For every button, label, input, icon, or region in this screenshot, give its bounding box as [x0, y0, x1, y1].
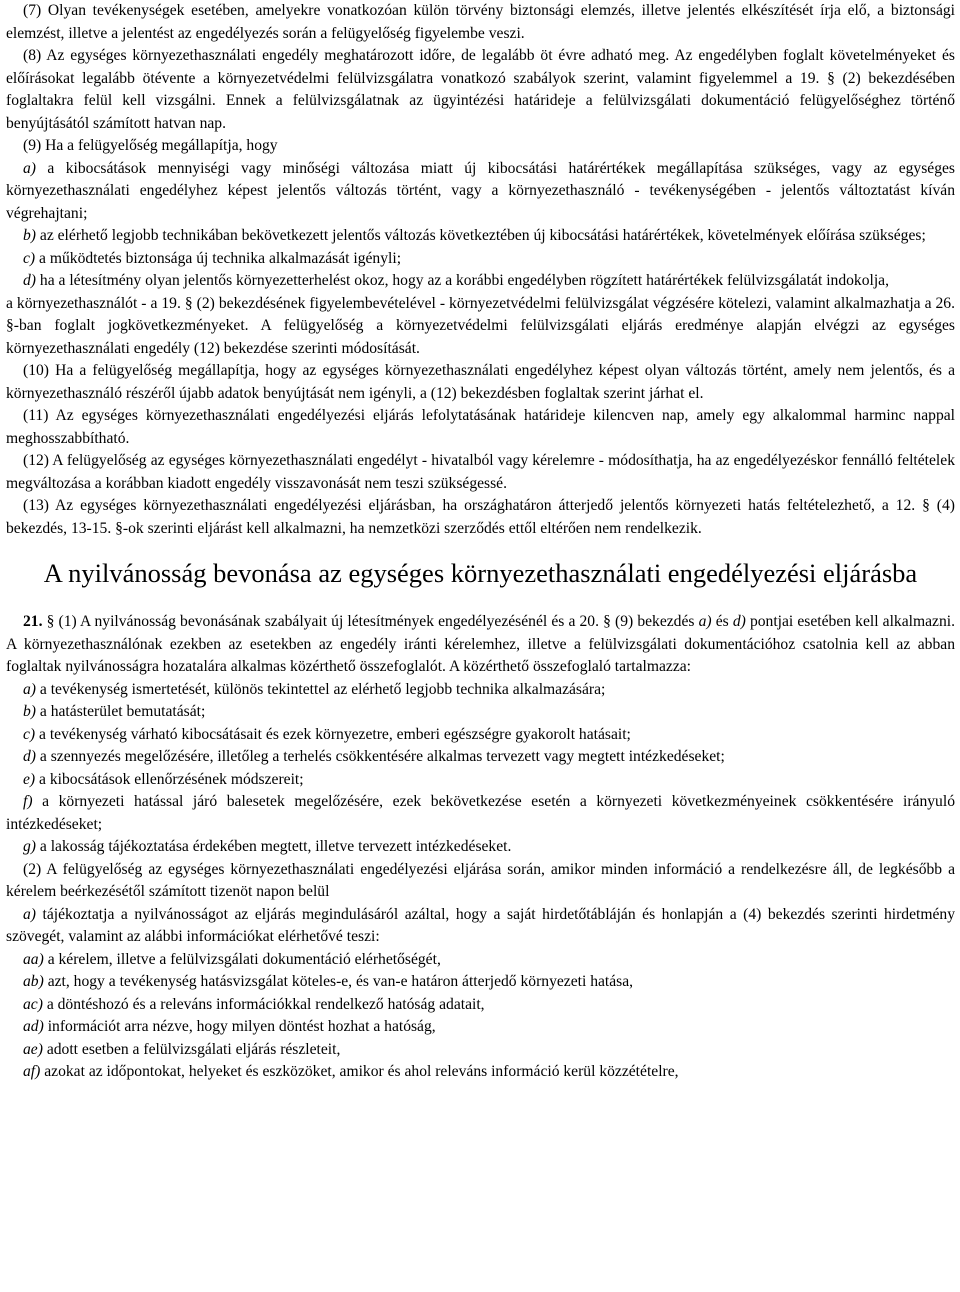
text-run: és — [711, 613, 733, 630]
text-run: (8) Az egységes környezethasználati engedély meghatározott időre, de legalább öt évre adható meg. Az engedélyben foglalt követelményeket és előírásokat legalább ötévente a környezetvédelmi felülvizsgálatra vonatkozó szabályok szerint, valamint figyelemmel a 19. § (2) bekezdésében foglaltakra felül kell vizsgálni. Ennek a felülvizsgálatnak az ügyintézési határideje a felülvizsgálati dokumentáció felügyelőséghez történő benyújtásától számított hatvan nap. — [6, 47, 955, 132]
text-run: d) — [732, 613, 746, 630]
text-run: (13) Az egységes környezethasználati engedélyezési eljárásban, ha országhatáron átterjedő jelentős környezeti hatás feltételezhető, a 12. § (4) bekezdés, 13-15. §-ok szerinti eljárást kell alkalmazni, ha nemzetközi szerződés ettől eltérően nem rendelkezik. — [6, 497, 955, 537]
paragraph-s21_2a — [6, 904, 955, 949]
paragraph-p9e — [6, 293, 955, 361]
document-page — [6, 0, 955, 1084]
text-run: (11) Az egységes környezethasználati engedélyezési eljárás lefolytatásának határideje kilencven nap, amely egy alkalommal harminc nappal meghosszabbítható. — [6, 407, 955, 447]
text-run: aa) — [23, 950, 44, 968]
text-run: a) — [23, 905, 36, 923]
paragraph-s21g — [6, 836, 955, 859]
paragraph-s21_2aa — [6, 949, 955, 972]
text-run: b) — [23, 703, 36, 720]
text-run: a kibocsátások ellenőrzésének módszereit; — [35, 770, 304, 788]
paragraph-p10 — [6, 360, 955, 405]
text-run: § (1) A nyilvánosság bevonásának szabályait új létesítmények engedélyezésénél és a 20. § (9) bekezdés — [42, 613, 699, 630]
paragraph-s21_2ab — [6, 971, 955, 994]
text-run: b) — [23, 227, 36, 244]
text-run: a kibocsátások mennyiségi vagy minőségi változása miatt új kibocsátási határértékek megállapítása szükséges, vagy az egységes környezethasználati engedélyhez képest jelentős változás történt, vagy a környezethasználó - tevékenységében - jelentős változtatást kíván végrehajtani; — [6, 159, 955, 222]
text-run: ae) — [23, 1040, 43, 1058]
text-run: a) — [23, 159, 36, 177]
text-run: ab) — [23, 973, 44, 990]
paragraph-p8 — [6, 45, 955, 135]
paragraph-p9a — [6, 158, 955, 226]
text-run: c) — [23, 725, 36, 743]
paragraph-s21 — [6, 611, 955, 679]
text-run: d) — [23, 272, 36, 289]
paragraph-p11 — [6, 405, 955, 450]
text-run: a környezeti hatással járó balesetek megelőzésére, ezek bekövetkezése esetén a környezeti következményeinek csökkentésére irányuló intézkedéseket; — [6, 793, 955, 833]
text-run: tájékoztatja a nyilvánosságot az eljárás megindulásáról azáltal, hogy a saját hirdetőtábláján és honlapján a (4) bekezdés szerinti hirdetmény szövegét, valamint az alábbi információkat elérhetővé teszi: — [6, 905, 955, 945]
text-run: a lakosság tájékoztatása érdekében megtett, illetve tervezett intézkedéseket. — [36, 838, 512, 855]
text-run: ac) — [23, 995, 43, 1013]
text-run: a) — [698, 613, 712, 630]
text-run: c) — [23, 249, 36, 267]
section-21-body — [6, 611, 955, 1084]
paragraph-p9b — [6, 225, 955, 248]
text-run: pontjai esetében kell alkalmazni. A környezethasználónak ezekben az esetekben az engedély iránti kérelemhez, illetve a felülvizsgálati dokumentációhoz csatolnia kell az abban foglaltak nyilvánosságra hozatalára alkalmas közérthető összefoglalót. A közérthető összefoglaló tartalmazza: — [6, 613, 955, 675]
text-run: a döntéshozó és a releváns információkkal rendelkező hatóság adatait, — [42, 995, 485, 1013]
text-run: ad) — [23, 1018, 44, 1035]
text-run: ha a létesítmény olyan jelentős környezetterhelést okoz, hogy az a korábbi engedélyben rögzített határértékek felülvizsgálatát indokolja, — [36, 272, 889, 289]
text-run: a) — [23, 680, 36, 698]
paragraph-s21_2ae — [6, 1039, 955, 1062]
paragraph-s21_2 — [6, 859, 955, 904]
text-run: (2) A felügyelőség az egységes környezethasználati engedélyezési eljárása során, amikor minden információ a rendelkezésre áll, de legkésőbb a kérelem beérkezésétől számított tizenöt napon belül — [6, 860, 955, 900]
text-run: (12) A felügyelőség az egységes környezethasználati engedélyt - hivatalból vagy kérelemre - módosíthatja, ha az engedélyezéskor fennálló feltételek megváltozása a korábban kiadott engedély visszavonását nem teszi szükségessé. — [6, 452, 955, 492]
text-run: az elérhető legjobb technikában bekövetkezett jelentős változás következtében új kibocsátási határértékek, követelmények előírása szükséges; — [36, 227, 926, 244]
text-run: a működtetés biztonsága új technika alkalmazását igényli; — [35, 249, 402, 267]
text-run: azokat az időpontokat, helyeket és eszközöket, amikor és ahol releváns információ kerül közzétételre, — [40, 1063, 679, 1080]
paragraph-p9 — [6, 135, 955, 158]
text-run: g) — [23, 838, 36, 855]
text-run: a tevékenység várható kibocsátásait és ezek környezetre, emberi egészségre gyakorolt hatásait; — [35, 725, 631, 743]
text-run: d) — [23, 748, 36, 765]
paragraph-p9c — [6, 248, 955, 271]
paragraph-s21_2ad — [6, 1016, 955, 1039]
paragraph-s21f — [6, 791, 955, 836]
text-run: a környezethasználót - a 19. § (2) bekezdésének figyelembevételével - környezetvédelmi felülvizsgálat végzésére kötelezi, valamint alkalmazhatja a 26. §-ban foglalt jogkövetkezményeket. A felügyelőség a környezetvédelmi felülvizsgálati eljárás eredménye alapján elvégzi az egységes környezethasználati engedély (12) bekezdése szerinti módosítását. — [6, 294, 955, 357]
paragraph-s21c — [6, 724, 955, 747]
paragraph-s21d — [6, 746, 955, 769]
text-run: adott esetben a felülvizsgálati eljárás részleteit, — [42, 1040, 341, 1058]
paragraph-s21a — [6, 679, 955, 702]
text-run: a kérelem, illetve a felülvizsgálati dokumentáció elérhetőségét, — [43, 950, 441, 968]
paragraph-s21e — [6, 769, 955, 792]
paragraph-s21_2af — [6, 1061, 955, 1084]
section-heading: A nyilvánosság bevonása az egységes környezethasználati engedélyezési eljárásba — [43, 558, 918, 588]
text-run: a szennyezés megelőzésére, illetőleg a terhelés csökkentésére alkalmas tervezett vagy megtett intézkedéseket; — [36, 748, 725, 765]
paragraph-p13 — [6, 495, 955, 540]
text-run: f) — [23, 793, 33, 810]
text-run: a hatásterület bemutatását; — [36, 703, 206, 720]
text-run: 21. — [23, 613, 43, 630]
section-20-body — [6, 0, 955, 540]
text-run: (7) Olyan tevékenységek esetében, amelyekre vonatkozóan külön törvény biztonsági elemzés, illetve jelentés elkészítését írja elő, a biztonsági elemzést, illetve a jelentést az engedélyezés során a felügyelőség figyelembe veszi. — [6, 2, 955, 42]
paragraph-p7 — [6, 0, 955, 45]
text-run: (9) Ha a felügyelőség megállapítja, hogy — [23, 137, 278, 154]
paragraph-s21b — [6, 701, 955, 724]
text-run: (10) Ha a felügyelőség megállapítja, hogy az egységes környezethasználati engedélyhez képest olyan változás történt, amely nem jelentős, és a környezethasználó részéről újabb adatok benyújtását nem igényli, a (12) bekezdésben foglaltak szerint járhat el. — [6, 362, 955, 402]
paragraph-p9d — [6, 270, 955, 293]
text-run: azt, hogy a tevékenység hatásvizsgálat köteles-e, és van-e határon átterjedő környezeti hatása, — [43, 973, 634, 990]
text-run: af) — [23, 1063, 41, 1080]
paragraph-p12 — [6, 450, 955, 495]
text-run: a tevékenység ismertetését, különös tekintettel az elérhető legjobb technika alkalmazására; — [36, 680, 606, 698]
text-run: e) — [23, 770, 36, 788]
paragraph-s21_2ac — [6, 994, 955, 1017]
text-run: információt arra nézve, hogy milyen döntést hozhat a hatóság, — [43, 1018, 436, 1035]
